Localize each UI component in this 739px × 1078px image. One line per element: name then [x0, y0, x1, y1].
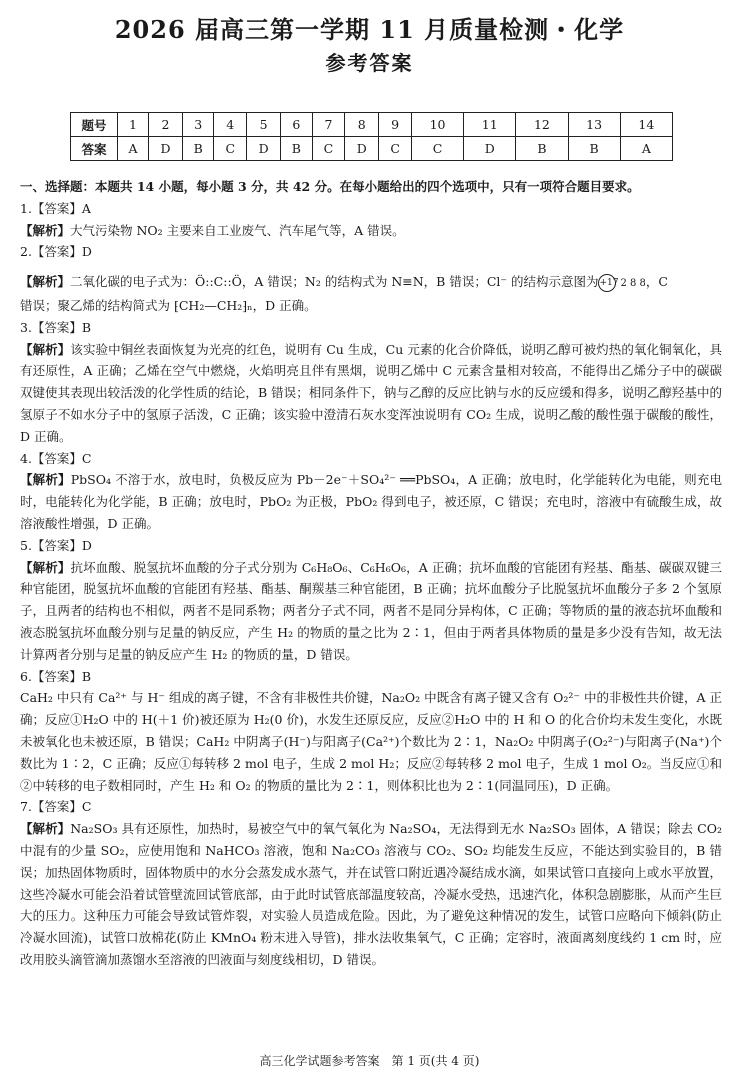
answer-cell: C [312, 137, 345, 161]
question-number-row [71, 113, 673, 137]
answer-cell: B [183, 137, 214, 161]
electron-shells: 2 8 8 [620, 278, 646, 290]
q4-answer: 4.【答案】C [20, 450, 92, 466]
q6-analysis [20, 687, 722, 796]
answer-cell: C [411, 137, 463, 161]
q7-analysis [20, 818, 722, 971]
analysis-tag: 【解析】 [20, 341, 71, 357]
page-subtitle: 参考答案 [325, 51, 414, 75]
answer-cell: B [568, 137, 620, 161]
answer-cell: D [464, 137, 516, 161]
question-number-cell: 3 [183, 113, 214, 137]
q2-answer: 2.【答案】D [20, 244, 92, 260]
q5-answer: 5.【答案】D [20, 537, 92, 553]
answer-cell: B [516, 137, 568, 161]
q1-answer: 1.【答案】A [20, 200, 91, 216]
analysis-tag: 【解析】 [20, 559, 71, 575]
page-footer: 高三化学试题参考答案 第 1 页(共 4 页) [259, 1054, 480, 1068]
q3-analysis [20, 339, 722, 448]
q7-answer: 7.【答案】C [20, 799, 92, 815]
q1-analysis-text: 大气污染物 NO₂ 主要来自工业废气、汽车尾气等，A 错误。 [70, 222, 405, 238]
analysis-tag: 【解析】 [20, 472, 71, 488]
q5-analysis-text: 抗坏血酸、脱氢抗坏血酸的分子式分别为 C₆H₈O₆、C₆H₆O₆，A 正确；抗坏血酸的官能团有羟基、酯基、碳碳双键三种官能团，脱氢抗坏血酸的官能团有羟基、酯基、酮羰基三种官能团，B 正确；抗坏血酸分子比脱氢抗坏血酸分子多 2 个氢原子，且两者的结构也不相似，两者不是同系物；两者分子式不同，两者不是同分异构体，C 正确；等物质的量的液态抗坏血酸和液态脱氢抗坏血酸分别与足量的钠反应，产生 H₂ 的物质的量之比为 2∶1，但由于两者具体物质的量是多少没有告知，故无法计算两者分别与足量的钠反应产生 H₂ 的物质的量，D 错误。 [20, 559, 722, 662]
answer-header: 答案 [71, 137, 118, 161]
question-number-cell: 5 [247, 113, 281, 137]
q6-answer: 6.【答案】B [20, 668, 92, 684]
answer-cell: C [214, 137, 247, 161]
q2-analysis [20, 271, 722, 317]
answer-table [70, 112, 673, 161]
q4-analysis-text: PbSO₄ 不溶于水，放电时，负极反应为 Pb－2e⁻＋SO₄²⁻ ══PbSO₄，A 正确；放电时，化学能转化为电能，则充电时，电能转化为化学能，B 正确；放电时，PbO₂ 为正极，PbO₂ 得到电子，被还原，C 错误；充电时，溶液中有硫酸生成，故溶液酸性增强，D 正确。 [20, 472, 722, 531]
question-number-cell: 6 [281, 113, 312, 137]
question-number-cell: 13 [568, 113, 620, 137]
answer-cell: D [148, 137, 182, 161]
q2-analysis-text-b: ，C [645, 274, 668, 290]
q7-analysis-text: Na₂SO₃ 具有还原性，加热时，易被空气中的氧气氧化为 Na₂SO₄，无法得到无水 Na₂SO₃ 固体，A 错误；除去 CO₂ 中混有的少量 SO₂，应使用饱和 NaHCO₃ 溶液，饱和 Na₂CO₃ 溶液与 CO₂、SO₂ 均能发生反应，不能达到实验目的，B 错误；加热固体物质时，固体物质中的水分会蒸发成水蒸气，并在试管口附近遇冷凝结成水滴，如果试管口直接向上或水平放置，这些冷凝水可能会沿着试管壁流回试管底部，由于此时试管底部温度较高，冷凝水受热，迅速汽化，体积急剧膨胀，从而产生巨大的压力。这种压力可能会导致试管炸裂，对实验人员造成危险。因此，为了避免这种情况的发生，试管口应略向下倾斜(防止冷凝水回流)，试管口放棉花(防止 KMnO₄ 粉末进入导管)，排水法收集氧气，C 正确；定容时，液面离刻度线约 1 cm 时，应改用胶头滴管滴加蒸馏水至溶液的凹液面与刻度线相切，D 错误。 [20, 821, 722, 967]
q6-analysis-text: CaH₂ 中只有 Ca²⁺ 与 H⁻ 组成的离子键，不含有非极性共价键，Na₂O₂ 中既含有离子键又含有 O₂²⁻ 中的非极性共价键，A 正确；反应①H₂O 中的 H(＋1 价)被还原为 H₂(0 价)，水发生还原反应，反应②H₂O 中的 H 和 O 的化合价均未发生变化，水既未被氧化也未被还原，B 错误；CaH₂ 中阴离子(H⁻)与阳离子(Ca²⁺)个数比为 2∶1，Na₂O₂ 中阴离子(O₂²⁻)与阳离子(Na⁺)个数比为 1∶2，C 正确；反应①每转移 2 mol 电子，生成 2 mol H₂；反应②每转移 2 mol 电子，生成 1 mol O₂。当反应①和②中转移的电子数相同时，产生 H₂ 和 O₂ 的物质的量比为 2∶1，则体积比也为 2∶1(同温同压)，D 正确。 [20, 690, 722, 793]
question-number-cell: 2 [148, 113, 182, 137]
question-number-cell: 8 [345, 113, 379, 137]
q3-analysis-text: 该实验中铜丝表面恢复为光亮的红色，说明有 Cu 生成，Cu 元素的化合价降低，说明乙醇可被灼热的氧化铜氧化，具有还原性，A 正确；乙烯在空气中燃烧，火焰明亮且伴有黑烟，说明乙烯中 C 元素含量相对较高，不能得出乙烯分子中的碳碳双键使其表现出较活泼的化学性质的结论，B 错误；相同条件下，钠与乙醇的反应比钠与水的反应缓和得多，说明乙醇羟基中的氢原子不如水分子中的氢原子活泼，C 正确；该实验中澄清石灰水变浑浊说明有 CO₂ 生成，说明乙酸的酸性强于碳酸的酸性，D 正确。 [20, 341, 722, 444]
content-body [20, 176, 722, 971]
question-number-cell: 1 [118, 113, 149, 137]
question-number-cell: 11 [464, 113, 516, 137]
answer-cell: C [379, 137, 412, 161]
question-number-header: 题号 [71, 113, 118, 137]
analysis-tag: 【解析】 [20, 274, 71, 290]
question-number-cell: 14 [620, 113, 672, 137]
q5-analysis [20, 557, 722, 666]
section-heading: 一、选择题：本题共 14 小题，每小题 3 分，共 42 分。在每小题给出的四个选项中，只有一项符合题目要求。 [20, 179, 640, 194]
q2-analysis-text-a: 二氧化碳的电子式为：Ö::C::Ö，A 错误；N₂ 的结构式为 N≡N，B 错误；Cl⁻ 的结构示意图为 [70, 274, 599, 290]
answer-cell: D [345, 137, 379, 161]
analysis-tag: 【解析】 [20, 821, 71, 837]
question-number-cell: 10 [411, 113, 463, 137]
answer-cell: A [118, 137, 149, 161]
answer-cell: D [247, 137, 281, 161]
question-number-cell: 9 [379, 113, 412, 137]
page-title: 2026 届高三第一学期 11 月质量检测・化学 [114, 15, 625, 44]
analysis-tag: 【解析】 [20, 222, 71, 238]
question-number-cell: 12 [516, 113, 568, 137]
q4-analysis [20, 469, 722, 534]
answer-cell: B [281, 137, 312, 161]
q1-analysis [20, 220, 722, 242]
q2-analysis-text-c: 错误；聚乙烯的结构简式为 ⁅CH₂—CH₂⁆ₙ，D 正确。 [20, 297, 317, 313]
answer-row [71, 137, 673, 161]
question-number-cell: 7 [312, 113, 345, 137]
nucleus-circle-icon: +17 [598, 274, 616, 292]
answer-cell: A [620, 137, 672, 161]
q3-answer: 3.【答案】B [20, 319, 92, 335]
question-number-cell: 4 [214, 113, 247, 137]
